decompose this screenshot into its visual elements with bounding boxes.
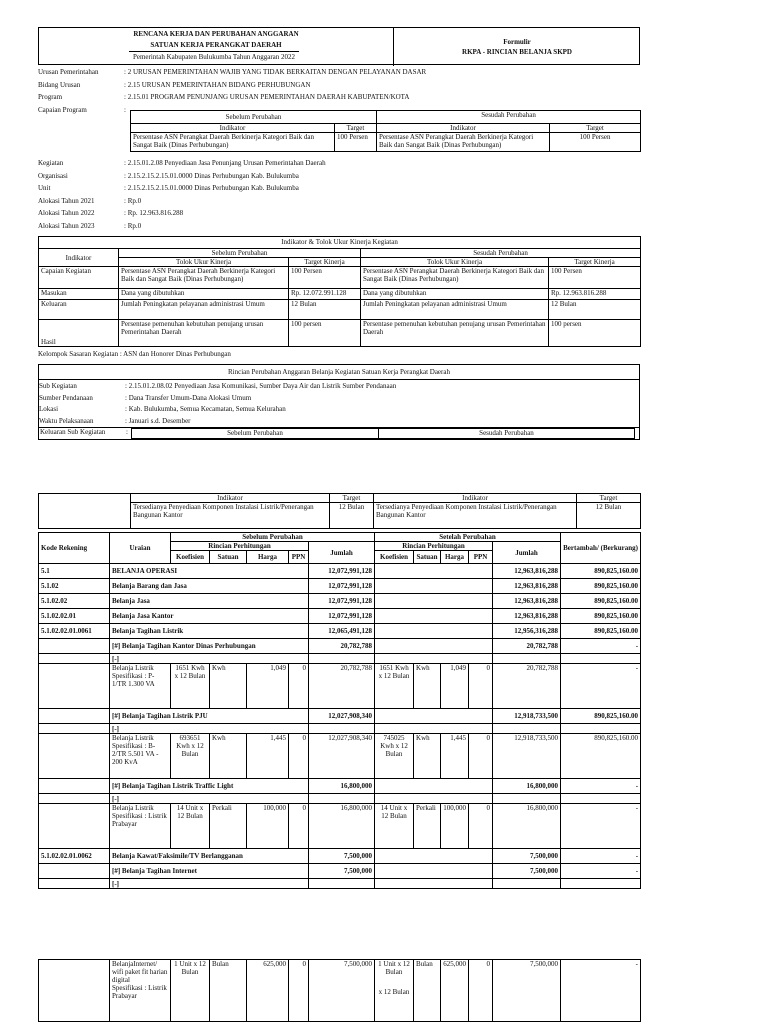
detail-uraian: Belanja Listrik Spesifikasi : Listrik Prabayar <box>110 804 171 849</box>
belanja-row <box>39 579 641 594</box>
jumlah-after: 12,956,316,288 <box>493 624 561 639</box>
meta-label: Urusan Pemerintahan <box>38 68 99 76</box>
form-header <box>38 27 640 65</box>
satuan-before: Perkali <box>210 804 247 849</box>
meta-value: 2 URUSAN PEMERINTAHAN WAJIB YANG TIDAK BERKAITAN DENGAN PELAYANAN DASAR <box>127 68 427 76</box>
uraian-header: Uraian <box>110 533 171 564</box>
indikator-target-after: 12 Bulan <box>549 300 641 320</box>
meta-value: 2.15.01 PROGRAM PENUNJANG URUSAN PEMERINTAHAN DAERAH KABUPATEN/KOTA <box>127 93 410 101</box>
jumlah-before: 12,072,991,128 <box>309 594 375 609</box>
capaian-sesudah-header: Sesudah Perubahan <box>377 111 641 124</box>
ppn-header: PPN <box>289 551 309 564</box>
spacer <box>375 654 493 664</box>
rincian-value: Kab. Bulukumba, Semua Kecamatan, Semua Kelurahan <box>128 405 286 413</box>
uraian: Belanja Tagihan Listrik <box>110 624 309 639</box>
rincian-label: Sumber Pendanaan <box>39 393 93 402</box>
uraian: Belanja Barang dan Jasa <box>110 579 309 594</box>
kode-rekening: 5.1.02.02 <box>39 594 110 609</box>
indikator-tolok-after: Persentase ASN Perangkat Daerah Berkinerja Kategori Baik dan Sangat Baik (Dinas Perhubungan) <box>361 267 549 289</box>
uraian: [-] <box>110 724 309 734</box>
detail-uraian: Belanja Listrik Spesifikasi : B-2/TR 5.501 VA - 200 KvA <box>110 734 171 779</box>
indikator-row-name: Capaian Kegiatan <box>39 267 119 289</box>
jumlah-before: 20,782,788 <box>309 664 375 709</box>
ppn-before: 0 <box>289 960 309 1022</box>
selisih <box>561 879 641 889</box>
meta-label: Bidang Urusan <box>38 80 81 89</box>
uraian: [#] Belanja Tagihan Listrik Traffic Light <box>110 779 309 794</box>
meta-label: Alokasi Tahun 2022 <box>38 209 95 217</box>
indikator-target-before: Rp. 12.072.991.128 <box>289 289 361 300</box>
jumlah-after: 20,782,788 <box>493 639 561 654</box>
spacer <box>375 639 493 654</box>
belanja-row <box>39 879 641 889</box>
rincian-value: Januari s.d. Desember <box>128 416 191 425</box>
koefisien-before: 14 Unit x 12 Bulan <box>171 804 210 849</box>
belanja-row <box>39 724 641 734</box>
harga-after: 1,049 <box>441 664 469 709</box>
kode-rekening <box>39 794 110 804</box>
satuan-before: Kwh <box>210 664 247 709</box>
belanja-row <box>39 794 641 804</box>
meta-value: 2.15.2.15.2.15.01.0000 Dinas Perhubungan Kab. Bulukumba <box>127 171 299 180</box>
selisih <box>561 724 641 734</box>
rincian-label: Lokasi <box>39 405 59 413</box>
belanja-row <box>39 594 641 609</box>
jumlah-before: 12,065,491,128 <box>309 624 375 639</box>
indikator-kegiatan-table <box>38 236 641 347</box>
keluaran-indikator-header: Indikator <box>131 494 330 503</box>
keluaran-target-after: 12 Bulan <box>577 503 641 529</box>
harga-before: 100,000 <box>247 804 289 849</box>
spacer <box>375 779 493 794</box>
meta-label: Unit <box>38 184 51 192</box>
kode-rekening <box>39 664 110 709</box>
belanja-table-continued <box>38 959 641 1022</box>
koefisien-header: Koefisien <box>171 551 210 564</box>
selisih: - <box>561 864 641 879</box>
rincian-perhitungan-header: Rincian Perhitungan <box>375 542 493 551</box>
selisih: 890,825,160.00 <box>561 624 641 639</box>
kode-rekening <box>39 864 110 879</box>
belanja-row <box>39 849 641 864</box>
kode-rekening <box>39 879 110 889</box>
uraian: BELANJA OPERASI <box>110 564 309 579</box>
indikator-target-after: 100 persen <box>549 320 641 347</box>
capaian-sebelum-header: Sebelum Perubahan <box>131 111 377 124</box>
selisih: 890,825,160.00 <box>561 579 641 594</box>
ppn-header: PPN <box>469 551 493 564</box>
spacer <box>375 879 493 889</box>
koefisien-before: 1 Unit x 12 Bulan <box>171 960 210 1022</box>
jumlah-header: Jumlah <box>309 542 375 564</box>
meta-label: Capaian Program <box>38 105 87 114</box>
keluaran-sebelum-header: Sebelum Perubahan <box>132 429 379 439</box>
tolok-header: Tolok Ukur Kinerja <box>119 258 289 267</box>
indikator-tolok-after: Persentase pemenuhan kebutuhan penujang urusan Pemerintahan Daerah <box>361 320 549 347</box>
capaian-target-header: Target <box>550 124 641 133</box>
harga-after: 100,000 <box>441 804 469 849</box>
keluaran-label: Keluaran Sub Kegiatan <box>40 428 106 436</box>
indikator-target-before: 100 Persen <box>289 267 361 289</box>
rincian-box: Rincian Perubahan Anggaran Belanja Kegiatan Satuan Kerja Perangkat Daerah Sub Kegiatan : 2.15.01.2.08.02 Penyediaan Jasa Komunikasi, Sumber Daya Air dan Listrik Sumber Pendanaan Sumber Pendanaan : Dana Transfer Umum-Dana Alokasi Umum Lokasi : Kab. Bulukumba, Semua Kecamatan, Semua Kelurahan Waktu Pelaksanaan : Januari s.d. Desember Keluaran Sub Kegiatan : Sebelum Perubahan Sesudah Perubahan <box>38 364 640 440</box>
kelompok-sasaran: Kelompok Sasaran Kegiatan : ASN dan Honorer Dinas Perhubungan <box>38 350 231 358</box>
kode-rekening: 5.1.02.02.01 <box>39 609 110 624</box>
jumlah-before: 12,027,908,340 <box>309 734 375 779</box>
koefisien-after: 1 Unit x 12 Bulan <box>378 960 410 976</box>
indikator-kegiatan-title: Indikator & Tolok Ukur Kinerja Kegiatan <box>39 237 641 249</box>
jumlah-header: Jumlah <box>493 542 561 564</box>
indikator-row-name: Hasil <box>39 320 119 347</box>
indikator-row-name: Masukan <box>39 289 119 300</box>
jumlah-before: 16,800,000 <box>309 804 375 849</box>
keluaran-target-before: 12 Bulan <box>330 503 374 529</box>
jumlah-after: 7,500,000 <box>493 960 561 1022</box>
jumlah-before <box>309 724 375 734</box>
belanja-detail-row <box>39 664 641 709</box>
keluaran-indikator-header: Indikator <box>374 494 577 503</box>
jumlah-after: 12,918,733,500 <box>493 709 561 724</box>
meta-block-2: Kegiatan : 2.15.01.2.08 Penyediaan Jasa Penunjang Urusan Pemerintahan Daerah Organisasi : 2.15.2.15.2.15.01.0000 Dinas Perhubungan Kab. Bulukumba Unit : 2.15.2.15.2.15.01.0000 Dinas Perhubungan Kab. Bulukumba Alokasi Tahun 2021 : Rp.0 Alokasi Tahun 2022 : Rp. 12.963.816.288 Alokasi Tahun 2023 : Rp.0 <box>38 157 638 232</box>
belanja-row <box>39 624 641 639</box>
belanja-table <box>38 532 641 889</box>
indikator-tolok-after: Dana yang dibutuhkan <box>361 289 549 300</box>
jumlah-before: 12,027,908,340 <box>309 709 375 724</box>
target-kinerja-header: Target Kinerja <box>549 258 641 267</box>
jumlah-after: 16,800,000 <box>493 779 561 794</box>
rincian-title: Rincian Perubahan Anggaran Belanja Kegiatan Satuan Kerja Perangkat Daerah <box>39 365 639 380</box>
satuan-before: Bulan <box>210 960 247 1022</box>
meta-label: Kegiatan <box>38 159 64 167</box>
meta-value: 2.15.2.15.2.15.01.0000 Dinas Perhubungan Kab. Bulukumba <box>127 184 299 192</box>
keluaran-indikator-before: Tersedianya Penyediaan Komponen Instalasi Listrik/Penerangan Bangunan Kantor <box>131 503 330 529</box>
detail-uraian: Belanja Listrik Spesifikasi : P-1/TR 1.300 VA <box>110 664 171 709</box>
jumlah-after <box>493 879 561 889</box>
rincian-value: Dana Transfer Umum-Dana Alokasi Umum <box>128 393 252 402</box>
kode-rekening: 5.1.02 <box>39 579 110 594</box>
jumlah-before <box>309 879 375 889</box>
header-title-2: SATUAN KERJA PERANGKAT DAERAH <box>150 41 282 49</box>
ppn-after: 0 <box>469 664 493 709</box>
header-subtitle: Pemerintah Kabupaten Bulukumba Tahun Anggaran 2022 <box>129 51 299 62</box>
meta-value: Rp.0 <box>127 196 142 205</box>
rincian-label: Sub Kegiatan <box>39 382 77 390</box>
kode-rekening <box>39 804 110 849</box>
satuan-before: Kwh <box>210 734 247 779</box>
spacer <box>375 579 493 594</box>
belanja-detail-row <box>39 804 641 849</box>
harga-before: 1,445 <box>247 734 289 779</box>
belanja-detail-row <box>39 734 641 779</box>
capaian-target-after: 100 Persen <box>550 133 641 152</box>
koefisien-after: 14 Unit x 12 Bulan <box>375 804 414 849</box>
jumlah-after: 20,782,788 <box>493 664 561 709</box>
ppn-after: 0 <box>469 804 493 849</box>
indikator-header: Indikator <box>39 249 119 267</box>
ppn-after: 0 <box>469 960 493 1022</box>
jumlah-before: 16,800,000 <box>309 779 375 794</box>
capaian-indikator-after: Persentase ASN Perangkat Daerah Berkinerja Kategori Baik dan Sangat Baik (Dinas Perhubungan) <box>377 133 550 152</box>
koefisien-after: 745025 Kwh x 12 Bulan <box>375 734 414 779</box>
spacer <box>375 609 493 624</box>
harga-header: Harga <box>441 551 469 564</box>
satuan-after: Kwh <box>414 664 441 709</box>
rincian-perhitungan-header: Rincian Perhitungan <box>171 542 309 551</box>
kode-rekening: 5.1 <box>39 564 110 579</box>
koefisien-after-continued: x 12 Bulan <box>378 988 410 996</box>
meta-label: Alokasi Tahun 2021 <box>38 196 95 205</box>
uraian: [-] <box>110 794 309 804</box>
jumlah-after: 12,963,816,288 <box>493 579 561 594</box>
kode-rekening <box>39 639 110 654</box>
keluaran-indikator-after: Tersedianya Penyediaan Komponen Instalasi Listrik/Penerangan Bangunan Kantor <box>374 503 577 529</box>
kegiatan-sesudah-header: Sesudah Perubahan <box>361 249 641 258</box>
harga-before: 625,000 <box>247 960 289 1022</box>
selisih: - <box>561 639 641 654</box>
target-kinerja-header: Target Kinerja <box>289 258 361 267</box>
jumlah-before: 12,072,991,128 <box>309 579 375 594</box>
indikator-target-after: Rp. 12.963.816.288 <box>549 289 641 300</box>
indikator-tolok-after: Jumlah Peningkatan pelayanan administrasi Umum <box>361 300 549 320</box>
spacer <box>375 594 493 609</box>
jumlah-before: 12,072,991,128 <box>309 609 375 624</box>
selisih: - <box>561 664 641 709</box>
indikator-tolok-before: Jumlah Peningkatan pelayanan administrasi Umum <box>119 300 289 320</box>
capaian-indikator-before: Persentase ASN Perangkat Daerah Berkinerja Kategori Baik dan Sangat Baik (Dinas Perhubungan) <box>131 133 335 152</box>
selisih <box>561 654 641 664</box>
jumlah-before: 7,500,000 <box>309 849 375 864</box>
uraian: Belanja Jasa Kantor <box>110 609 309 624</box>
jumlah-after: 12,918,733,500 <box>493 734 561 779</box>
indikator-target-after: 100 Persen <box>549 267 641 289</box>
capaian-indikator-header: Indikator <box>377 124 550 133</box>
keluaran-sesudah-header: Sesudah Perubahan <box>479 429 534 437</box>
kode-rekening <box>39 724 110 734</box>
indikator-target-before: 12 Bulan <box>289 300 361 320</box>
jumlah-before: 20,782,788 <box>309 639 375 654</box>
jumlah-after <box>493 724 561 734</box>
meta-label: Program <box>38 93 63 101</box>
jumlah-after: 12,963,816,288 <box>493 609 561 624</box>
meta-block: Urusan Pemerintahan : 2 URUSAN PEMERINTAHAN WAJIB YANG TIDAK BERKAITAN DENGAN PELAYANAN DASAR Bidang Urusan : 2.15 URUSAN PEMERINTAHAN BIDANG PERHUBUNGAN Program : 2.15.01 PROGRAM PENUNJANG URUSAN PEMERINTAHAN DAERAH KABUPATEN/KOTA Capaian Program : <box>38 66 638 116</box>
ppn-before: 0 <box>289 664 309 709</box>
selisih: - <box>561 960 641 1022</box>
jumlah-before: 7,500,000 <box>309 960 375 1022</box>
indikator-tolok-before: Dana yang dibutuhkan <box>119 289 289 300</box>
koefisien-before: 1651 Kwh x 12 Bulan <box>171 664 210 709</box>
kode-rekening-header: Kode Rekening <box>39 533 110 564</box>
ppn-before: 0 <box>289 804 309 849</box>
rincian-value: 2.15.01.2.08.02 Penyediaan Jasa Komunikasi, Sumber Daya Air dan Listrik Sumber Pendanaan <box>128 382 397 390</box>
selisih: - <box>561 779 641 794</box>
uraian: Belanja Jasa <box>110 594 309 609</box>
meta-value: 2.15 URUSAN PEMERINTAHAN BIDANG PERHUBUNGAN <box>127 80 311 89</box>
spacer <box>375 709 493 724</box>
satuan-header: Satuan <box>210 551 247 564</box>
kode-rekening <box>39 734 110 779</box>
meta-label: Organisasi <box>38 171 68 180</box>
indikator-tolok-before: Persentase pemenuhan kebutuhan penujang urusan Pemerintahan Daerah <box>119 320 289 347</box>
meta-value: 2.15.01.2.08 Penyediaan Jasa Penunjang Urusan Pemerintahan Daerah <box>127 159 326 167</box>
setelah-header: Setelah Perubahan <box>375 533 561 542</box>
belanja-row <box>39 654 641 664</box>
indikator-row-name: Keluaran <box>39 300 119 320</box>
jumlah-before: 12,072,991,128 <box>309 564 375 579</box>
selisih: 890,825,160.00 <box>561 734 641 779</box>
selisih <box>561 794 641 804</box>
indikator-tolok-before: Persentase ASN Perangkat Daerah Berkinerja Kategori Baik dan Sangat Baik (Dinas Perhubungan) <box>119 267 289 289</box>
selisih: 890,825,160.00 <box>561 709 641 724</box>
jumlah-after: 16,800,000 <box>493 804 561 849</box>
spacer <box>375 564 493 579</box>
header-title-1: RENCANA KERJA DAN PERUBAHAN ANGGARAN <box>133 30 299 38</box>
koefisien-header: Koefisien <box>375 551 414 564</box>
harga-header: Harga <box>247 551 289 564</box>
selisih: 890,825,160.00 <box>561 609 641 624</box>
ppn-after: 0 <box>469 734 493 779</box>
detail-uraian: BelanjaInternet/ wifi paket fit harian digital Spesifikasi : Listrik Prabayar <box>110 960 171 1022</box>
selisih: - <box>561 849 641 864</box>
satuan-after: Perkali <box>414 804 441 849</box>
rincian-label: Waktu Pelaksanaan <box>39 416 94 425</box>
jumlah-before: 7,500,000 <box>309 864 375 879</box>
kode-rekening: 5.1.02.02.01.0062 <box>39 849 110 864</box>
jumlah-before <box>309 654 375 664</box>
capaian-target-before: 100 Persen <box>335 133 377 152</box>
uraian: [#] Belanja Tagihan Internet <box>110 864 309 879</box>
meta-label: Alokasi Tahun 2023 <box>38 221 95 230</box>
jumlah-after <box>493 654 561 664</box>
spacer <box>375 864 493 879</box>
keluaran-target-header: Target <box>577 494 641 503</box>
satuan-after: Kwh <box>414 734 441 779</box>
belanja-row <box>39 709 641 724</box>
capaian-target-header: Target <box>335 124 377 133</box>
jumlah-after: 7,500,000 <box>493 864 561 879</box>
harga-after: 1,445 <box>441 734 469 779</box>
koefisien-before: 693651 Kwh x 12 Bulan <box>171 734 210 779</box>
satuan-header: Satuan <box>414 551 441 564</box>
form-name: RKPA - RINCIAN BELANJA SKPD <box>462 48 572 56</box>
harga-before: 1,049 <box>247 664 289 709</box>
kode-rekening <box>39 709 110 724</box>
keluaran-indikator-table <box>38 493 641 529</box>
uraian: [#] Belanja Tagihan Listrik PJU <box>110 709 309 724</box>
bertambah-header: Bertambah/ (Berkurang) <box>561 533 641 564</box>
jumlah-after: 7,500,000 <box>493 849 561 864</box>
meta-value: Rp. 12.963.816.288 <box>127 209 184 217</box>
belanja-row <box>39 564 641 579</box>
jumlah-before <box>309 794 375 804</box>
capaian-indikator-header: Indikator <box>131 124 335 133</box>
belanja-row <box>39 639 641 654</box>
koefisien-after: 1651 Kwh x 12 Bulan <box>375 664 414 709</box>
capaian-program-table <box>130 110 641 152</box>
ppn-before: 0 <box>289 734 309 779</box>
uraian: [#] Belanja Tagihan Kantor Dinas Perhubungan <box>110 639 309 654</box>
selisih: 890,825,160.00 <box>561 564 641 579</box>
spacer <box>375 624 493 639</box>
jumlah-after: 12,963,816,288 <box>493 594 561 609</box>
spacer <box>375 849 493 864</box>
jumlah-after <box>493 794 561 804</box>
kode-rekening <box>39 779 110 794</box>
kode-rekening <box>39 654 110 664</box>
satuan-after: Bulan <box>414 960 441 1022</box>
kode-rekening: 5.1.02.02.01.0061 <box>39 624 110 639</box>
selisih: 890,825,160.00 <box>561 594 641 609</box>
meta-value: Rp.0 <box>127 221 142 230</box>
sebelum-header: Sebelum Perubahan <box>171 533 375 542</box>
formulir-label: Formulir <box>503 38 531 46</box>
keluaran-target-header: Target <box>330 494 374 503</box>
uraian: Belanja Kawat/Faksimile/TV Berlangganan <box>110 849 309 864</box>
spacer <box>375 724 493 734</box>
belanja-row <box>39 864 641 879</box>
selisih: - <box>561 804 641 849</box>
jumlah-after: 12,963,816,288 <box>493 564 561 579</box>
spacer <box>375 794 493 804</box>
tolok-header: Tolok Ukur Kinerja <box>361 258 549 267</box>
indikator-target-before: 100 persen <box>289 320 361 347</box>
belanja-row <box>39 779 641 794</box>
uraian: [-] <box>110 879 309 889</box>
uraian: [-] <box>110 654 309 664</box>
belanja-row <box>39 609 641 624</box>
harga-after: 625,000 <box>441 960 469 1022</box>
kegiatan-sebelum-header: Sebelum Perubahan <box>119 249 361 258</box>
